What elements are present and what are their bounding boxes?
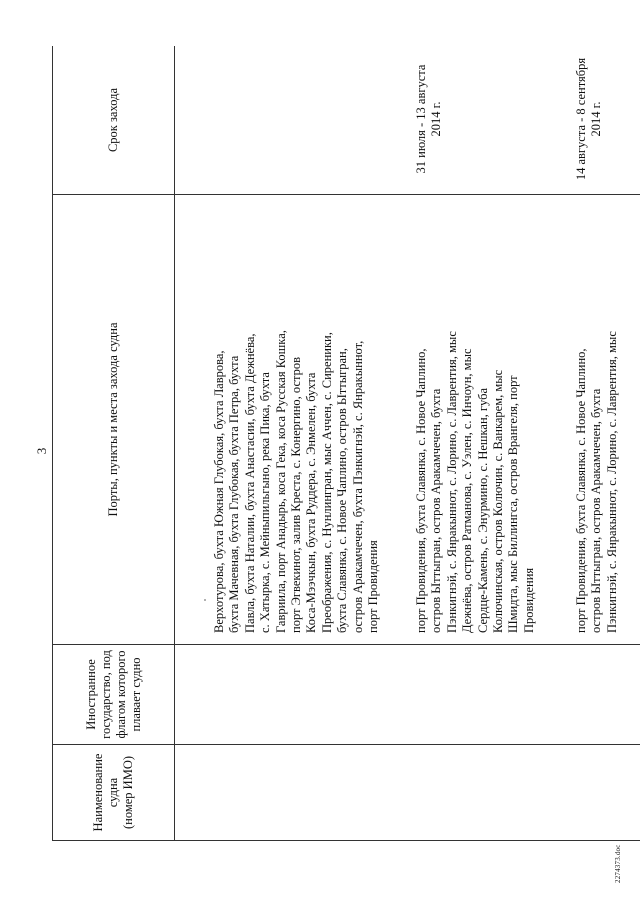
text-line: 31 июля - 13 августа (414, 64, 428, 174)
text-line: Колючинская, остров Колючин, с. Ванкарем, мыс (491, 369, 506, 633)
row-2-ports (414, 331, 537, 633)
text-line: Провидения (521, 567, 536, 633)
header-line: государство, под (98, 650, 113, 739)
header-line: (номер ИМО) (121, 755, 135, 830)
text-line: с. Хатырка, с. Мейныпильгыно, река Пика, бухта (258, 372, 273, 633)
text-line: порт Эгвекинот, залив Креста, с. Конергино, остров (289, 356, 304, 633)
header-bottom-border (174, 46, 175, 841)
text-line: Дежнёва, остров Ратманова, с. Уэлен, с. Инчоун, мыс (460, 348, 475, 633)
header-line: Срок захода (106, 87, 120, 153)
text-line: 2014 г. (589, 101, 604, 137)
text-line: 14 августа - 8 сентября (574, 57, 588, 181)
ports-table (52, 46, 640, 841)
text-line: Коса-Мээчкын, бухта Руддера, с. Энмелен, бухта (304, 372, 319, 633)
text-line: остров Ыттыгран, остров Аракамчечен, бухта (589, 388, 604, 633)
header-ports (53, 195, 174, 644)
header-vessel-name (53, 745, 174, 840)
header-line: судна (106, 777, 120, 808)
page-number: 3 (34, 447, 49, 455)
text-line: бухта Мачевная, бухта Глубокая, бухта Петра, бухта (227, 355, 242, 633)
text-line: Сердце-Камень, с. Энурмино, с. Нешкан, губа (475, 387, 490, 633)
document-code: 2274373.doc (614, 844, 622, 883)
row-1-ports (212, 330, 381, 633)
text-line: остров Ыттыгран, остров Аракамчечен, бухта (429, 388, 444, 633)
text-line: порт Провидения (366, 540, 381, 633)
text-line: Пэнкигнэй, с. Янракыннот, с. Лорино, с. Лаврентия, мыс (604, 331, 619, 633)
header-line: флагом которого (113, 650, 128, 739)
row-2-term (414, 48, 445, 190)
text-line: бухта Славянка, с. Новое Чаплино, остров Ыттыгран, (335, 348, 350, 633)
text-line: Гавриила, порт Анадырь, коса Гека, коса Русская Кошка, (273, 330, 288, 633)
scan-speck (204, 599, 206, 601)
table-left-border (52, 840, 640, 841)
header-line: Наименование (91, 753, 105, 832)
text-line: порт Провидения, бухта Славянка, с. Новое Чаплино, (574, 348, 588, 633)
text-line: Преображения, с. Нунлингран, мыс Аччен, с. Сиреники, (319, 332, 334, 633)
text-line: остров Аракамчечен, бухта Пэнкигнэй, с. Янракыннот, (350, 340, 365, 633)
row-3-term (574, 48, 605, 190)
text-line: Верхотурова, бухта Южная Глубокая, бухта Лаврова, (212, 350, 226, 633)
text-line: порт Провидения, бухта Славянка, с. Новое Чаплино, (414, 348, 428, 633)
header-line: Порты, пункты и места захода судна (106, 322, 120, 517)
header-flag-state (53, 645, 174, 744)
header-line: Иностранное (83, 659, 98, 730)
text-line: Павла, бухта Наталии, бухта Анастасии, бухта Дежнёва, (242, 333, 257, 633)
row-3-ports (574, 331, 620, 633)
header-term (53, 46, 174, 194)
header-line: плавает судно (128, 657, 143, 732)
text-line: Шмидта, мыс Биллингса, остров Врангеля, порт (506, 375, 521, 633)
text-line: 2014 г. (429, 101, 444, 137)
text-line: Пэнкигнэй, с. Янракыннот, с. Лорино, с. Лаврентия, мыс (444, 331, 459, 633)
